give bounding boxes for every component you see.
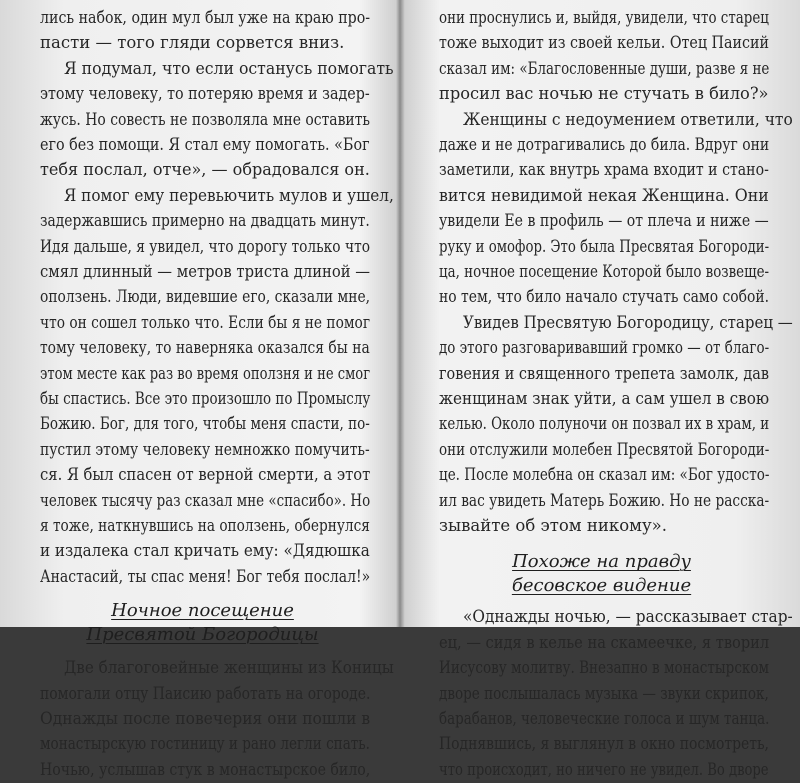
text-line: увидели Ее в профиль — от плеча и ниже — — [439, 211, 769, 231]
text-line: тому человеку, то наверняка оказался бы на — [40, 338, 370, 358]
text-line: руку и омофор. Это была Пресвятая Богороди- — [439, 236, 770, 256]
text-line: жусь. Но совесть не позволяла мне оставить — [40, 109, 371, 129]
text-line: оползень. Люди, видевшие его, сказали мне, — [40, 287, 371, 307]
text-line: просил вас ночью не стучать в било?» — [439, 84, 769, 104]
section-heading: Пресвятой Богородицы — [86, 624, 319, 646]
text-line: Божию. Бог, для того, чтобы меня спасти, по- — [40, 414, 370, 434]
text-line: «Однажды ночью, — рассказывает стар- — [463, 607, 793, 627]
text-line: человек тысячу раз сказал мне «спасибо». Но — [40, 490, 371, 510]
text-line: Однажды после повечерия они пошли в — [40, 709, 371, 728]
text-line: Анастасий, ты спас меня! Бог тебя послал!» — [40, 566, 371, 586]
text-line: Две благоговейные женщины из Коницы — [64, 658, 394, 678]
text-line: пасти — того гляди сорвется вниз. — [40, 33, 345, 53]
text-line: даже и не дотрагивались до била. Вдруг они — [439, 135, 770, 154]
text-line: це. После молебна он сказал им: «Бог удосто- — [439, 465, 770, 485]
text-line: этому человеку, то потеряю время и задер- — [40, 84, 370, 104]
text-line: но тем, что било начало стучать само собой. — [439, 287, 770, 307]
text-line: Идя дальше, я увидел, что дорогу только что — [40, 236, 370, 256]
section-heading: Ночное посещение — [111, 600, 294, 622]
text-line: сказал им: «Благословенные души, разве я не — [439, 58, 770, 78]
text-line: тебя послал, отче», — обрадовался он. — [40, 160, 370, 180]
text-line: до этого разговаривавший громко — от благо- — [439, 338, 770, 358]
text-line: помогали отцу Паисию работать на огороде. — [40, 683, 371, 703]
text-line: пустил этому человеку немножко помучить- — [40, 439, 370, 459]
text-line: я тоже, наткнувшись на оползень, обернулся — [40, 516, 370, 535]
text-line: Увидев Пресвятую Богородицу, старец — — [463, 312, 793, 332]
text-line: заметили, как внутрь храма входит и стано- — [439, 160, 769, 180]
text-line: и издалека стал кричать ему: «Дядюшка — [40, 541, 370, 561]
text-line: Ночью, услышав стук в монастырское било, — [40, 759, 371, 779]
text-line: ил вас увидеть Матерь Божию. Но не расска- — [439, 490, 770, 510]
text-line: они отслужили молебен Пресвятой Богороди- — [439, 439, 770, 459]
text-line: зывайте об этом никому». — [439, 516, 668, 535]
text-line: ся. Я был спасен от верной смерти, а этот — [40, 465, 371, 485]
text-line: келью. Около полуночи он позвал их в храм, и — [439, 414, 770, 434]
text-line: Я подумал, что если останусь помогать — [64, 58, 394, 78]
text-line: Поднявшись, я выглянул в окно посмотреть, — [439, 734, 769, 754]
left-page — [0, 0, 400, 779]
text-line: его без помощи. Я стал ему помогать. «Бог — [40, 135, 370, 154]
text-line: Иисусову молитву. Внезапно в монастырском — [439, 658, 770, 678]
text-line: Женщины с недоумением ответили, что — [463, 109, 793, 129]
text-line: дворе послышалась музыка — звуки скрипок, — [439, 683, 769, 703]
section-heading: бесовское видение — [511, 575, 692, 597]
text-line: этом месте как раз во время оползня и не смог — [40, 363, 371, 383]
text-line: Я помог ему перевьючить мулов и ушел, — [64, 185, 394, 205]
text-line: тоже выходит из своей кельи. Отец Паисий — [439, 33, 769, 53]
text-line: они проснулись и, выйдя, увидели, что старец — [439, 8, 769, 27]
text-line: лись набок, один мул был уже на краю про- — [40, 8, 371, 27]
text-line: задержавшись примерно на двадцать минут. — [40, 211, 370, 231]
text-line: барабанов, человеческие голоса и шум танца. — [439, 709, 770, 728]
text-line: смял длинный — метров триста длиной — — [40, 262, 371, 281]
text-line: что происходит, но ничего не увидел. Во дворе — [439, 759, 769, 779]
text-line: монастырскую гостиницу и рано легли спать. — [40, 734, 370, 754]
text-line: говения и священного трепета замолк, дав — [439, 363, 769, 383]
section-heading: Похоже на правду — [512, 551, 691, 573]
text-line: бы спастись. Все это произошло по Промыслу — [40, 389, 371, 408]
text-line: женщинам знак уйти, а сам ушел в свою — [439, 389, 770, 408]
right-page — [400, 0, 800, 779]
text-line: вится невидимой некая Женщина. Они — [439, 185, 769, 205]
text-line: что он сошел только что. Если бы я не помог — [40, 312, 371, 332]
text-line: ца, ночное посещение Которой было возвеще- — [439, 262, 770, 281]
text-line: ец, — сидя в келье на скамеечке, я творил — [439, 632, 770, 652]
